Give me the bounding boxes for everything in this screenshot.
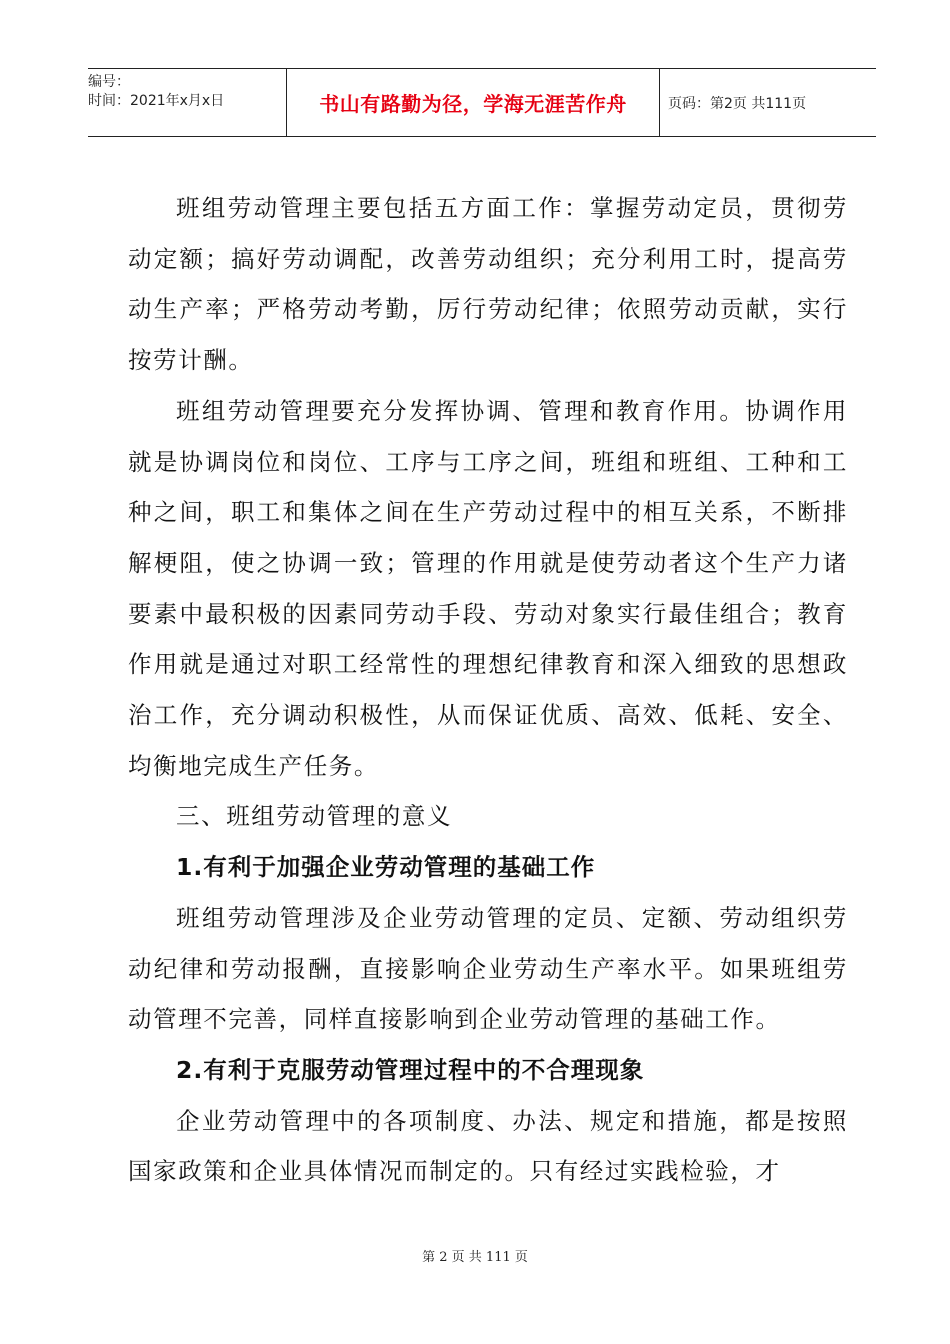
header-page-info xyxy=(658,69,876,136)
page-footer xyxy=(0,1246,950,1265)
section-heading: 三、班组劳动管理的意义 xyxy=(176,802,453,831)
footer-page-number: 第 2 页 共 111 页 xyxy=(422,1250,528,1265)
subheading-2: 2.有利于克服劳动管理过程中的不合理现象 xyxy=(176,1055,645,1084)
time-label: 时间：2021年x月x日 xyxy=(88,93,225,109)
subheading-1: 1.有利于加强企业劳动管理的基础工作 xyxy=(176,853,596,882)
page-header xyxy=(88,68,876,137)
paragraph-4: 企业劳动管理中的各项制度、办法、规定和措施，都是按照国家政策和企业具体情况而制定的。只有经过实践检验，才 xyxy=(128,1106,848,1186)
page-info-text: 页码：第2页 共111页 xyxy=(668,95,807,112)
motto-text: 书山有路勤为径，学海无涯苦作舟 xyxy=(319,92,627,116)
number-label: 编号： xyxy=(88,74,130,90)
header-motto-cell xyxy=(286,69,660,136)
document-body xyxy=(128,183,848,1197)
header-meta xyxy=(88,69,286,136)
paragraph-3: 班组劳动管理涉及企业劳动管理的定员、定额、劳动组织劳动纪律和劳动报酬，直接影响企业劳动生产率水平。如果班组劳动管理不完善，同样直接影响到企业劳动管理的基础工作。 xyxy=(128,903,848,1034)
paragraph-2: 班组劳动管理要充分发挥协调、管理和教育作用。协调作用就是协调岗位和岗位、工序与工序之间，班组和班组、工种和工种之间，职工和集体之间在生产劳动过程中的相互关系，不断排解梗阻，使之协调一致；管理的作用就是使劳动者这个生产力诸要素中最积极的因素同劳动手段、劳动对象实行最佳组合；教育作用就是通过对职工经常性的理想纪律教育和深入细致的思想政治工作，充分调动积极性，从而保证优质、高效、低耗、安全、均衡地完成生产任务。 xyxy=(128,396,848,780)
paragraph-1: 班组劳动管理主要包括五方面工作：掌握劳动定员，贯彻劳动定额；搞好劳动调配，改善劳动组织；充分利用工时，提高劳动生产率；严格劳动考勤，厉行劳动纪律；依照劳动贡献，实行按劳计酬。 xyxy=(128,194,848,375)
